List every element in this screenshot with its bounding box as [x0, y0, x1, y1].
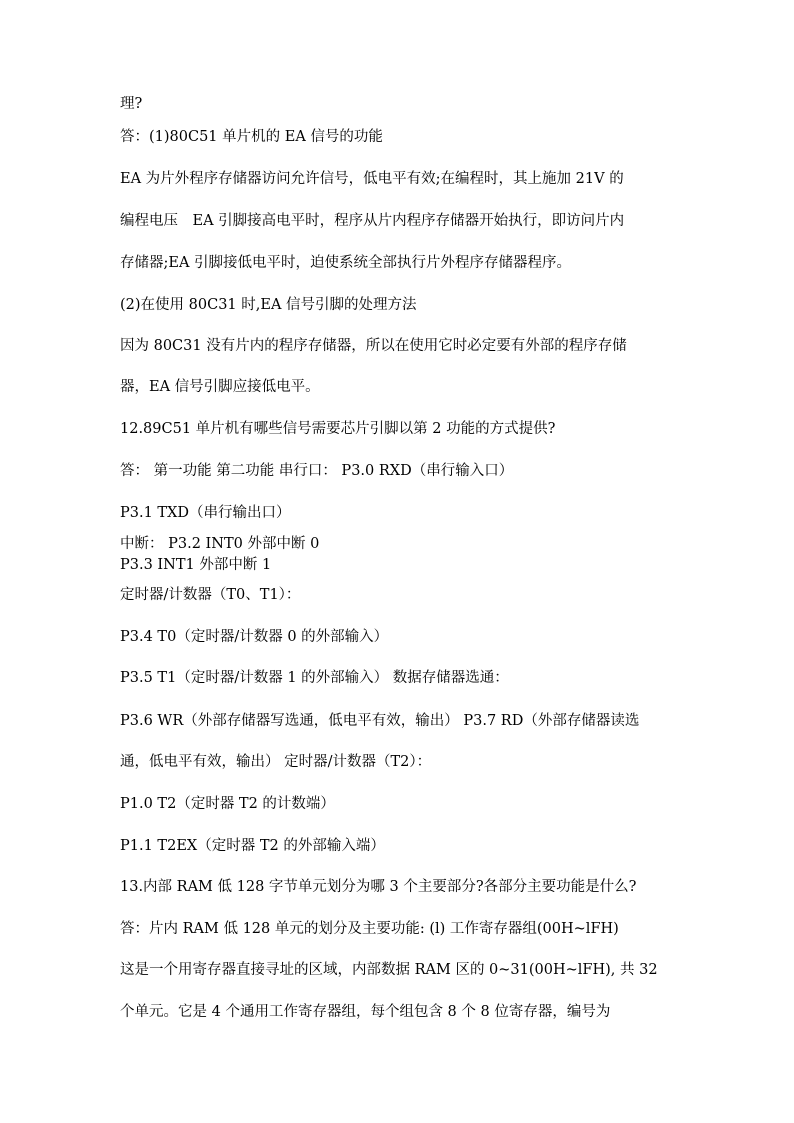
- text-line: 13.内部 RAM 低 128 字节单元划分为哪 3 个主要部分?各部分主要功能是什么?: [120, 879, 637, 895]
- text-line: P3.4 T0（定时器/计数器 0 的外部输入）: [120, 629, 389, 645]
- text-line: P3.3 INT1 外部中断 1: [120, 557, 272, 573]
- text-line: 答：(1)80C51 单片机的 EA 信号的功能: [120, 129, 383, 145]
- text-line: 中断： P3.2 INT0 外部中断 0: [120, 536, 320, 552]
- text-line: 定时器/计数器（T0、T1）：: [120, 587, 301, 603]
- text-line: 答：片内 RAM 低 128 单元的划分及主要功能: (l) 工作寄存器组(00H~lFH): [120, 921, 619, 937]
- text-line: 存储器;EA 引脚接低电平时，迫使系统全部执行片外程序存储器程序。: [120, 255, 572, 271]
- text-line: 个单元。它是 4 个通用工作寄存器组，每个组包含 8 个 8 位寄存器，编号为: [120, 1004, 611, 1020]
- text-line: 12.89C51 单片机有哪些信号需要芯片引脚以第 2 功能的方式提供?: [120, 421, 556, 437]
- text-line: 器，EA 信号引脚应接低电平。: [120, 379, 320, 395]
- text-line: P1.1 T2EX（定时器 T2 的外部输入端）: [120, 838, 385, 854]
- text-line: EA 为片外程序存储器访问允许信号，低电平有效;在编程时，其上施加 21V 的: [120, 171, 624, 187]
- text-line: P1.0 T2（定时器 T2 的计数端）: [120, 796, 335, 812]
- text-line: (2)在使用 80C31 时,EA 信号引脚的处理方法: [120, 297, 417, 313]
- text-line: 答： 第一功能 第二功能 串行口： P3.0 RXD（串行输入口）: [120, 463, 514, 479]
- text-line: 编程电压 EA 引脚接高电平时，程序从片内程序存储器开始执行，即访问片内: [120, 213, 625, 229]
- text-line: 这是一个用寄存器直接寻址的区域，内部数据 RAM 区的 0~31(00H~lFH), 共 32: [120, 962, 658, 978]
- text-line: P3.6 WR（外部存储器写选通，低电平有效，输出） P3.7 RD（外部存储器读选: [120, 713, 640, 729]
- text-line: 因为 80C31 没有片内的程序存储器，所以在使用它时必定要有外部的程序存储: [120, 338, 627, 354]
- text-line: P3.1 TXD（串行输出口）: [120, 505, 291, 521]
- text-line: 理?: [120, 96, 143, 112]
- text-line: P3.5 T1（定时器/计数器 1 的外部输入） 数据存储器选通：: [120, 670, 509, 686]
- text-line: 通，低电平有效，输出） 定时器/计数器（T2）：: [120, 754, 432, 770]
